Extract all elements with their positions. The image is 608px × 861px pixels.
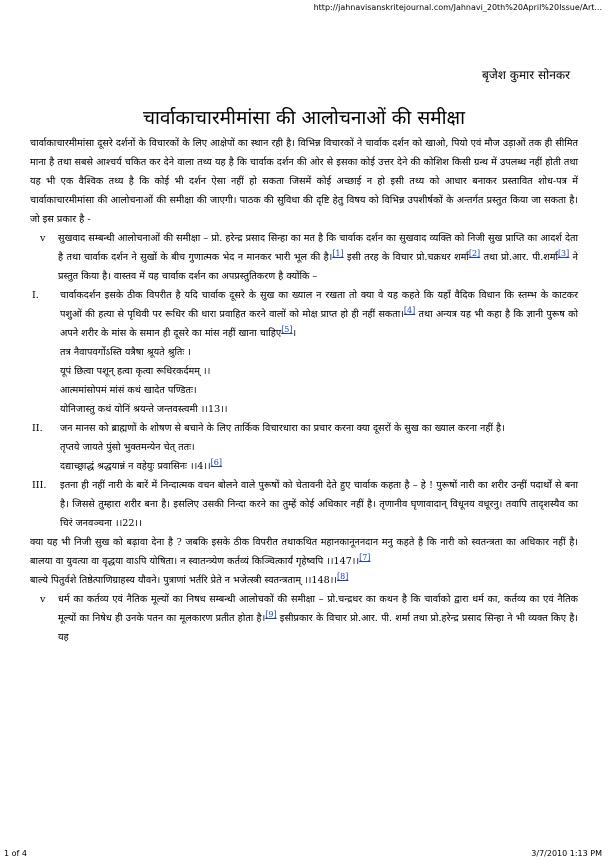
item-text: इतना ही नहीं नारी के बारें में निन्दात्मक वचन बोलने वाले पुरूषों को चेतावनी देते हुए चार्वाक कहता है – हे ! पुरूषों नारी का शरीर उन्हीं पदार्थों से बना है। जिससे तुम्हारा शरीर बना है। इसलिए उसकी निन्दा करने का तुम्हें कोई अधिकार नहीं है। तृणानीव घृणावादान् विधूनय वधूरनु। तवापि तादृशस्यैव का चिरं जनवञ्चना ।।22।। — [60, 480, 578, 529]
article-body — [30, 134, 578, 647]
numbered-item-3 — [30, 476, 578, 533]
bullet-text: ने प्रस्तुत किया है। वास्तव में यह चार्वाक दर्शन का अपप्रस्तुतिकरण है क्योंकि – — [58, 252, 578, 282]
item-text: तथा अन्यत्र यह भी कहा है कि ज्ञानी पुरूष को अपने शरीर के मांस के समान ही दूसरे का मांस नहीं खाना चाहिए — [60, 309, 578, 339]
item-text: जन मानस को ब्राह्मणों के शोषण से बचाने के लिए तार्किक विचारधारा का प्रचार करना क्या दूसरों के सुख का ख्याल करना नहीं है। — [60, 423, 505, 434]
bullet-text: इसीप्रकार के विचार प्रो.आर. पी. शर्मा तथा प्रो.हरेन्द्र प्रसाद सिन्हा ने भी व्यक्त किए है। यह — [58, 613, 579, 643]
paragraph-text: बाल्ये पितुर्वशे तिष्ठेत्पाणिग्राहस्य यौवने। पुत्राणां भर्तरि प्रेते न भजेत्स्त्री स्वतन्त्रताम् ।।148।। — [30, 575, 338, 586]
verse-line: तृप्तये जायते पुंसो भुक्तमन्येन चेत् ततः। — [60, 442, 195, 453]
bullet-section-2 — [30, 590, 578, 647]
numbered-item-2 — [30, 419, 578, 438]
verse-line: योनिजास्तु कथं योनिं श्रयन्ते जन्तवस्त्वमी ।।13।। — [60, 404, 228, 415]
bullet-marker: v — [40, 594, 46, 605]
item-number: I. — [32, 290, 39, 301]
numbered-item-1 — [30, 286, 578, 343]
verse-line: यूपं छित्वा पशून् हत्वा कृत्वा रूधिरकर्दमम् ।। — [60, 366, 211, 377]
footnote-link-3[interactable]: [3] — [557, 248, 570, 258]
verse-line: आत्ममांसोपमं मांसं कथं खादेत पण्डितः। — [60, 385, 197, 396]
page-url: http://jahnavisanskritejournal.com/Jahnavi_20th%20April%20Issue/Art... — [313, 3, 602, 12]
item-text: । — [292, 328, 297, 339]
bullet-text: सुखवाद सम्बन्धी आलोचनाओं की समीक्षा – प्रो. हरेन्द्र प्रसाद सिन्हा का मत है कि चार्वाक दर्शन का सुखवाद व्यक्ति को निजी सुख प्राप्ति का आदर्श देता है तथा चार्वाक दर्शन ने सुखों के बीच गुणात्मक भेद न मानकर भारी भूल की है। — [58, 233, 578, 263]
verse-line — [30, 457, 578, 476]
bullet-marker: v — [40, 233, 46, 244]
footnote-link-1[interactable]: [1] — [332, 248, 344, 258]
bullet-text: धर्म का कर्तव्य एवं नैतिक मूल्यों का निषध सम्बन्धी आलोचकों की समीक्षा – प्रो.चन्द्रधर का कथन है कि चार्वाको द्वारा धर्म का, कर्तव्य का एवं नैतिक मूल्यों का निषेध ही उनके पतन का मूलकारण प्रतीत होता है। — [58, 594, 578, 624]
article-author: बृजेश कुमार सोनकर — [482, 68, 570, 82]
footnote-link-2[interactable]: [2] — [468, 248, 481, 258]
item-number: III. — [32, 480, 47, 491]
footnote-link-6[interactable]: [6] — [210, 457, 223, 467]
article-title: चार्वाकाचारमीमांसा की आलोचनाओं की समीक्षा — [142, 107, 466, 129]
print-datetime: 3/7/2010 1:13 PM — [531, 849, 602, 858]
item-text: चार्वाकदर्शन इसके ठीक विपरीत है यदि चार्वाक दूसरे के सुख का ख्याल न रखता तो क्या वे यह कहते कि यहाँ वैदिक विधान कि स्तम्भ के काटकर पशुओं की हत्या से पृथिवी पर रूधिर की धारा प्रवाहित करने वालों को मोक्ष प्राप्त हो ही नहीं सकता। — [60, 290, 578, 320]
bullet-text: तथा प्रो.आर. पी.शर्मा — [480, 252, 558, 263]
item-number: II. — [32, 423, 43, 434]
verse-line: तत्र नैवापवर्गोऽस्ति यत्रैषा श्रूयते श्रुतिः । — [60, 347, 192, 358]
paragraph-text: क्या यह भी निजी सुख को बढ़ावा देना है ? जबकि इसके ठीक विपरीत तथाकथित महानकानूननदान मनु कहते है कि नारी को स्वतन्त्रता का अधिकार नहीं है। बालया वा युवत्या वा वृद्धया वाऽपि योषिता। न स्वातन्त्र्येण कर्तव्यं किञ्चित्कार्यं गृहेष्वपि ।।147।। — [30, 537, 578, 567]
verse-text: दद्याच्छ्राद्धं श्रद्धयान्नं न वहेयुः प्रवासिनः ।।4।। — [60, 461, 211, 472]
footnote-link-7[interactable]: [7] — [359, 552, 371, 562]
footnote-link-4[interactable]: [4] — [403, 305, 416, 315]
page-counter: 1 of 4 — [4, 849, 27, 858]
bullet-text: इसी तरह के विचार प्रो.चक्रधर शर्मा — [343, 252, 469, 263]
footnote-link-9[interactable]: [9] — [265, 609, 277, 619]
paragraph-2 — [30, 533, 578, 571]
intro-paragraph: चार्वाकाचारमीमांसा दूसरे दर्शनों के विचारकों के लिए आक्षेपों का स्थान रही है। विभिन्न विचारकों ने चार्वाक दर्शन को खाओ, पियो एवं मौज उड़ाओं तक ही सीमित माना है तथा सबसे आश्चर्य चकित कर देने वाला तथ्य यह है कि चार्वाक दर्शन की ओर से इसका कोई उत्तर देने की कोशिश किसी ग्रन्थ में उपलब्ध नहीं होती तथा यह भी एक वैश्विक तथ्य है कि कोई भी दर्शन ऐसा नहीं हो सकता जिसमें कोई अच्छाई न हो इसी तथ्य को आधार बनाकर प्रस्तावित शोध-पत्र में चार्वाकाचारमीमांसा की आलोचनाओं की समीक्षा की जाएगी। पाठक की सुविधा की दृष्टि हेतु विषय को विभिन्न उपशीर्षकों के अन्तर्गत प्रस्तुत किया जा सकता है। जो इस प्रकार है - — [30, 138, 578, 225]
footnote-link-5[interactable]: [5] — [281, 324, 293, 334]
footnote-link-8[interactable]: [8] — [337, 571, 349, 581]
bullet-section-1 — [30, 229, 578, 286]
paragraph-3 — [30, 571, 578, 590]
